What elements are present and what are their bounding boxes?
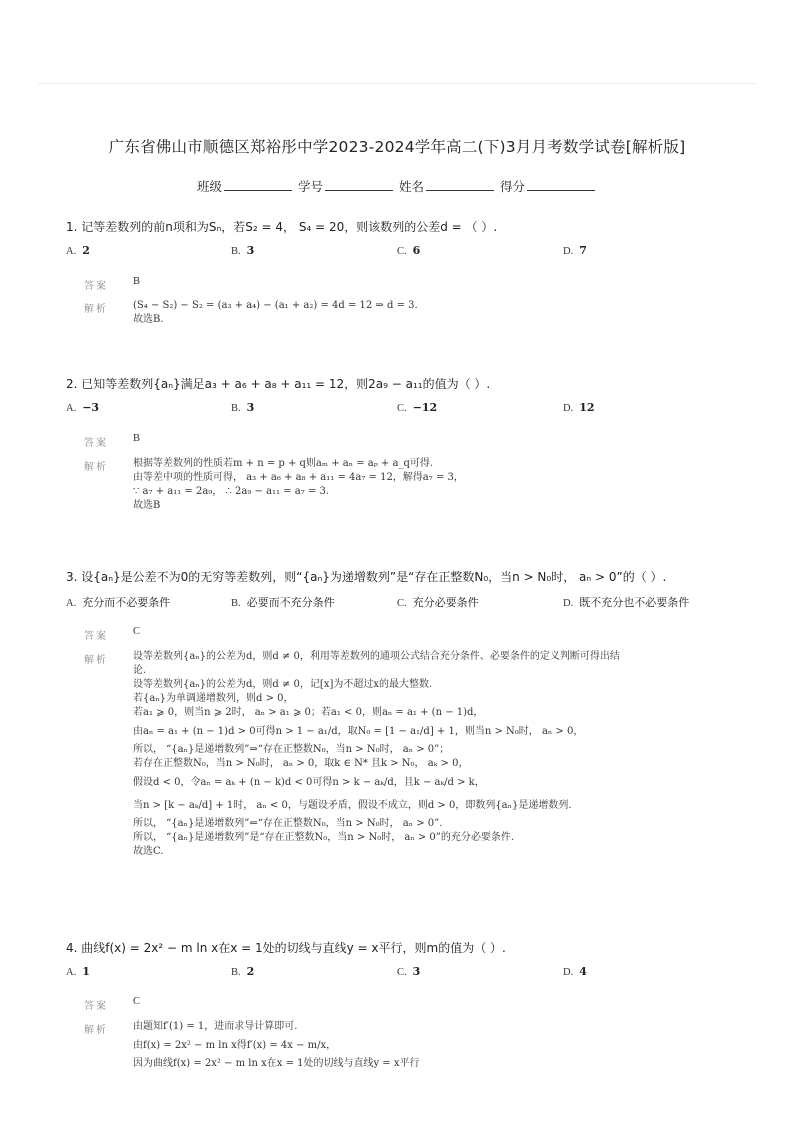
- solution-line: 故选C.: [133, 846, 164, 857]
- solution-line: 因为曲线f(x) = 2x² − m ln x在x = 1处的切线与直线y = x平行: [133, 1058, 420, 1069]
- question-3-option-a[interactable]: A. 充分而不必要条件: [66, 596, 171, 609]
- solution-line: 若存在正整数N₀，当n > N₀时， aₙ > 0，取k ∈ N* 且k > N₀， aₖ > 0，: [133, 758, 469, 769]
- name-label: 姓名: [398, 179, 424, 194]
- question-1-option-d[interactable]: D. 7: [563, 244, 587, 257]
- question-2-stem: 2. 已知等差数列{aₙ}满足a₃ + a₆ + a₈ + a₁₁ = 12，则2a₉ − a₁₁的值为（ ）.: [66, 377, 491, 391]
- question-4-option-c[interactable]: C. 3: [397, 965, 421, 978]
- question-3-solution: [133, 650, 733, 859]
- class-label: 班级: [196, 179, 222, 194]
- question-2-options: [66, 401, 766, 417]
- question-2-answer: B: [133, 433, 141, 444]
- question-1-answer-label: 答案: [84, 281, 108, 292]
- question-3-stem: 3. 设{aₙ}是公差不为0的无穷等差数列，则“{aₙ}为递增数列”是“存在正整数N₀，当n > N₀时， aₙ > 0”的（ ）.: [66, 570, 667, 584]
- solution-line: 设等差数列{aₙ}的公差为d，则d ≠ 0，利用等差数列的通项公式结合充分条件、必要条件的定义判断可得出结: [133, 651, 620, 662]
- question-3-options: [66, 594, 766, 610]
- question-2-analysis-label: 解析: [84, 462, 108, 473]
- solution-line: 若a₁ ⩾ 0，则当n ⩾ 2时， aₙ > a₁ ⩾ 0；若a₁ < 0，则aₙ = a₁ + (n − 1)d，: [133, 707, 484, 718]
- question-1-answer: B: [133, 276, 141, 287]
- id-blank[interactable]: [325, 178, 393, 191]
- question-3-option-d[interactable]: D. 既不充分也不必要条件: [563, 596, 690, 609]
- solution-line: 假设d < 0，令aₙ = aₖ + (n − k)d < 0可得n > k − aₖ/d，且k − aₖ/d > k，: [133, 777, 485, 788]
- question-4-option-b[interactable]: B. 2: [231, 965, 255, 978]
- question-4-options: [66, 965, 766, 981]
- question-1-options: [66, 244, 766, 260]
- solution-line: 若{aₙ}为单调递增数列，则d > 0，: [133, 693, 294, 704]
- score-label: 得分: [499, 179, 525, 194]
- question-1-option-c[interactable]: C. 6: [397, 244, 421, 257]
- question-3-answer: C: [133, 626, 141, 637]
- solution-line: 由等差中项的性质可得， a₃ + a₆ + a₈ + a₁₁ = 4a₇ = 12，解得a₇ = 3，: [133, 472, 464, 483]
- question-2-option-c[interactable]: C. −12: [397, 401, 438, 414]
- question-3-analysis-label: 解析: [84, 655, 108, 666]
- solution-line: 所以， “{aₙ}是递增数列”⇐“存在正整数N₀，当n > N₀时， aₙ > 0”.: [133, 818, 443, 829]
- solution-line: 所以， “{aₙ}是递增数列”⇒“存在正整数N₀，当n > N₀时， aₙ > 0”；: [133, 744, 450, 755]
- solution-line: 故选B.: [133, 314, 164, 325]
- class-blank[interactable]: [224, 178, 292, 191]
- student-info-line: [0, 177, 794, 195]
- question-3-option-b[interactable]: B. 必要而不充分条件: [231, 596, 335, 609]
- question-2-answer-label: 答案: [84, 438, 108, 449]
- question-1-option-b[interactable]: B. 3: [231, 244, 255, 257]
- question-2-option-d[interactable]: D. 12: [563, 401, 595, 414]
- page-title: 广东省佛山市顺德区郑裕彤中学2023-2024学年高二(下)3月月考数学试卷[解析版]: [108, 138, 686, 156]
- score-blank[interactable]: [527, 178, 595, 191]
- question-2-option-a[interactable]: A. −3: [66, 401, 100, 414]
- solution-line: 故选B: [133, 500, 161, 511]
- solution-line: 由aₙ = a₁ + (n − 1)d > 0可得n > 1 − a₁/d，取N₀ = [1 − a₁/d] + 1，则当n > N₀时， aₙ > 0，: [133, 726, 584, 737]
- name-blank[interactable]: [426, 178, 494, 191]
- solution-line: 由f(x) = 2x² − m ln x得f′(x) = 4x − m/x，: [133, 1040, 337, 1051]
- question-4-stem: 4. 曲线f(x) = 2x² − m ln x在x = 1处的切线与直线y = x平行，则m的值为（ ）.: [66, 941, 506, 955]
- question-4-analysis-label: 解析: [84, 1025, 108, 1036]
- question-3-option-c[interactable]: C. 充分必要条件: [397, 596, 479, 609]
- question-4-answer: C: [133, 996, 141, 1007]
- solution-line: 由题知f′(1) = 1，进而求导计算即可.: [133, 1021, 298, 1032]
- question-1-solution: [133, 299, 733, 327]
- question-4-solution: [133, 1020, 733, 1071]
- question-2-solution: [133, 457, 733, 513]
- solution-line: 论.: [133, 665, 147, 676]
- solution-line: 当n > [k − aₖ/d] + 1时， aₙ < 0，与题设矛盾，假设不成立，则d > 0，即数列{aₙ}是递增数列.: [133, 800, 572, 811]
- question-4-option-a[interactable]: A. 1: [66, 965, 90, 978]
- id-label: 学号: [297, 179, 323, 194]
- solution-line: ∵ a₇ + a₁₁ = 2a₉， ∴ 2a₉ − a₁₁ = a₇ = 3.: [133, 486, 330, 497]
- question-2-option-b[interactable]: B. 3: [231, 401, 255, 414]
- question-4-answer-label: 答案: [84, 1001, 108, 1012]
- question-1-option-a[interactable]: A. 2: [66, 244, 90, 257]
- solution-line: 设等差数列{aₙ}的公差为d，则d ≠ 0，记[x]为不超过x的最大整数.: [133, 679, 433, 690]
- solution-line: 所以， “{aₙ}是递增数列”是“存在正整数N₀，当n > N₀时， aₙ > 0”的充分必要条件.: [133, 832, 515, 843]
- question-4-option-d[interactable]: D. 4: [563, 965, 587, 978]
- question-3-answer-label: 答案: [84, 631, 108, 642]
- solution-line: (S₄ − S₂) − S₂ = (a₃ + a₄) − (a₁ + a₂) = 4d = 12 ⇒ d = 3.: [133, 300, 418, 311]
- header-divider: [38, 83, 756, 84]
- solution-line: 根据等差数列的性质若m + n = p + q则aₘ + aₙ = aₚ + a_q可得.: [133, 458, 434, 469]
- question-1-stem: 1. 记等差数列的前n项和为Sₙ，若S₂ = 4， S₄ = 20，则该数列的公差d = （ ）.: [66, 220, 498, 234]
- question-1-analysis-label: 解析: [84, 304, 108, 315]
